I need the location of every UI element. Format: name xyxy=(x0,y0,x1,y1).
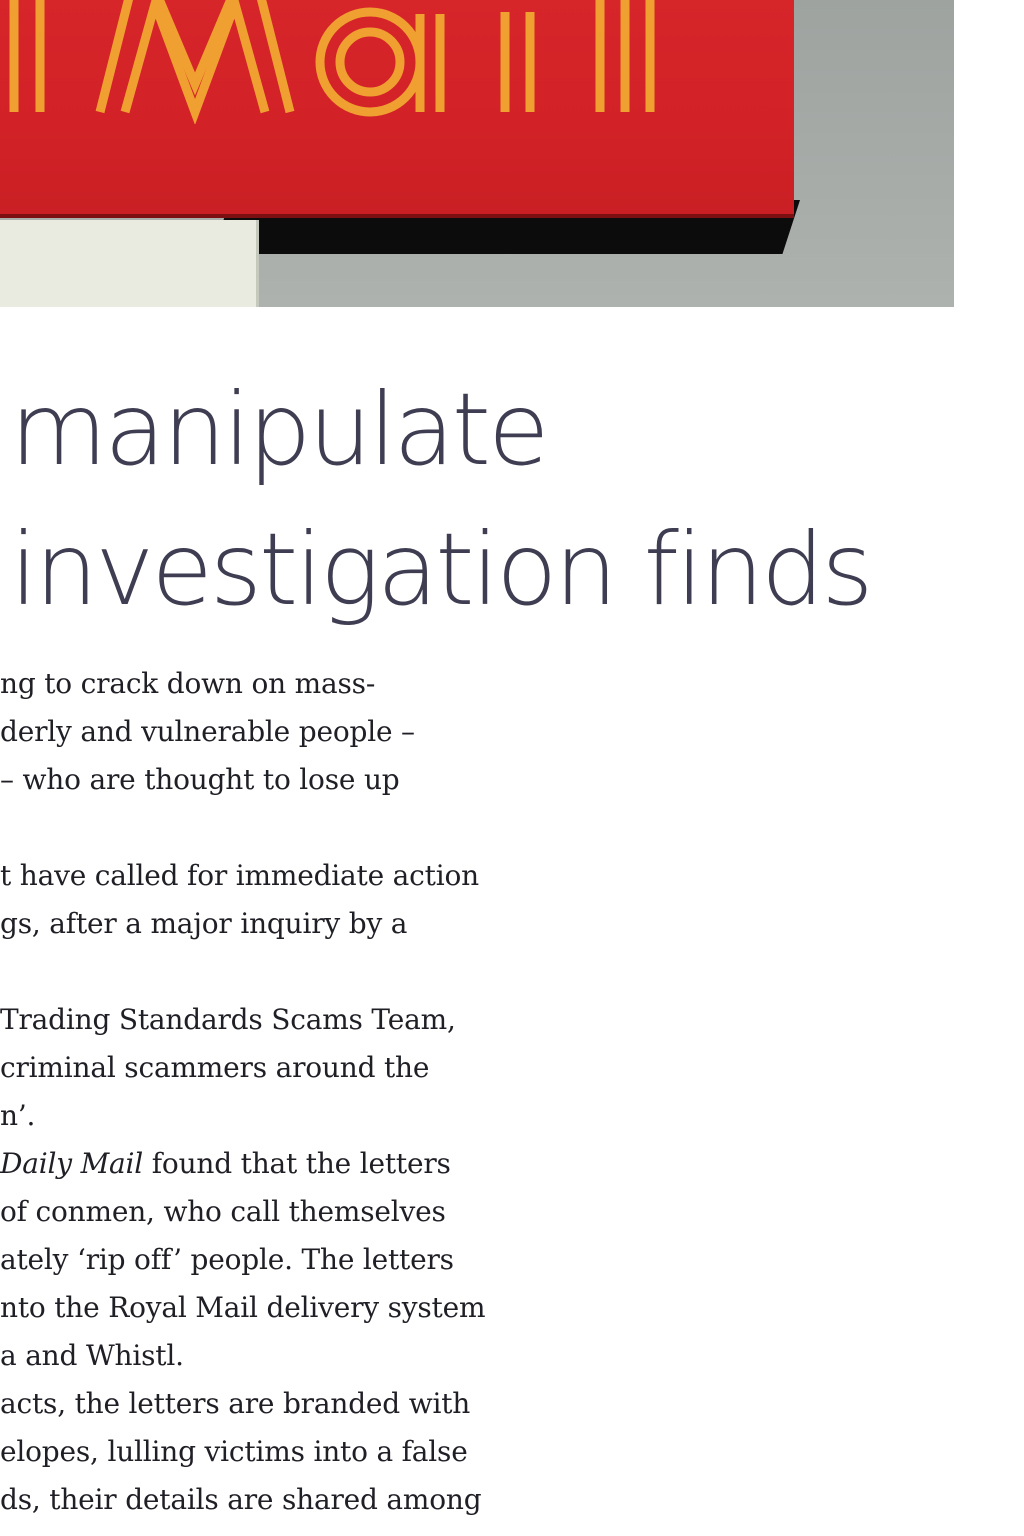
body-line: n’. xyxy=(0,1099,36,1132)
body-line: Trading Standards Scams Team, xyxy=(0,1003,456,1036)
body-line: nto the Royal Mail delivery system xyxy=(0,1291,486,1324)
body-line: elopes, lulling victims into a false xyxy=(0,1435,468,1468)
article-body xyxy=(0,660,560,1524)
body-line-blank xyxy=(0,948,560,996)
sign-edge xyxy=(0,214,794,218)
body-line: acts, the letters are branded with xyxy=(0,1387,471,1420)
body-line-with-italic xyxy=(0,1140,560,1188)
headline-line-1: manipulate xyxy=(10,371,547,488)
body-line: ds, their details are shared among xyxy=(0,1483,482,1516)
article-photo xyxy=(0,0,954,307)
body-line: gs, after a major inquiry by a xyxy=(0,907,408,940)
body-line: t have called for immediate action xyxy=(0,859,479,892)
white-panel xyxy=(0,220,259,307)
sign-lettering-logo xyxy=(0,0,700,124)
body-line: a and Whistl. xyxy=(0,1339,184,1372)
body-line: of conmen, who call themselves xyxy=(0,1195,446,1228)
body-line: – who are thought to lose up xyxy=(0,763,400,796)
body-line: criminal scammers around the xyxy=(0,1051,430,1084)
headline xyxy=(0,360,871,640)
body-line: ng to crack down on mass- xyxy=(0,667,376,700)
body-line: ately ‘rip off’ people. The letters xyxy=(0,1243,454,1276)
headline-line-2: investigation finds xyxy=(10,511,871,628)
body-line-blank xyxy=(0,804,560,852)
body-line: derly and vulnerable people – xyxy=(0,715,415,748)
publication-name: Daily Mail xyxy=(0,1147,144,1180)
body-line-rest: found that the letters xyxy=(151,1147,451,1180)
